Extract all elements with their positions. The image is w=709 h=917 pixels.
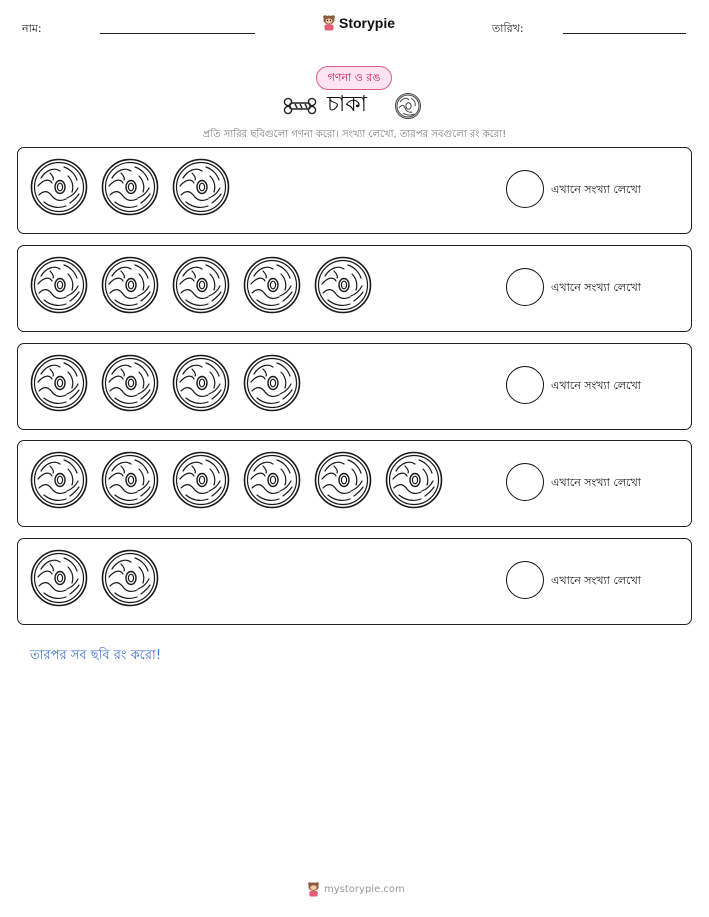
wheel-icon[interactable]: [172, 256, 230, 314]
mascot-icon: [307, 882, 320, 897]
wheel-icon[interactable]: [243, 354, 301, 412]
date-line[interactable]: [563, 33, 686, 34]
wheel-icon[interactable]: [30, 549, 88, 607]
wheel-icon[interactable]: [172, 354, 230, 412]
answer-circle[interactable]: [506, 366, 544, 404]
answer-circle[interactable]: [506, 170, 544, 208]
mascot-icon: [322, 15, 336, 31]
wheel-icon[interactable]: [314, 451, 372, 509]
wheel-icon[interactable]: [243, 256, 301, 314]
name-line[interactable]: [100, 33, 255, 34]
coloring-note: তারপর সব ছবি রং করো!: [30, 648, 162, 663]
wheel-icon[interactable]: [385, 451, 443, 509]
category-badge: গণনা ও রঙ: [316, 66, 392, 90]
wheel-icon[interactable]: [101, 354, 159, 412]
bone-wheel-icon: [283, 95, 317, 117]
wheel-icon[interactable]: [101, 451, 159, 509]
answer-label: এখানে সংখ্যা লেখো: [551, 476, 641, 489]
wheel-icon: [394, 92, 422, 120]
wheel-icon[interactable]: [314, 256, 372, 314]
site-footer: [307, 880, 405, 898]
wheel-icon[interactable]: [101, 256, 159, 314]
counting-row: [17, 245, 692, 332]
instructions: প্রতি সারির ছবিগুলো গণনা করো। সংখ্যা লেখো, তারপর সবগুলো রং করো!: [202, 129, 507, 140]
worksheet-header: [0, 0, 709, 50]
wheel-icon[interactable]: [30, 158, 88, 216]
wheel-icon[interactable]: [30, 354, 88, 412]
brand-logo: [322, 12, 395, 34]
answer-circle[interactable]: [506, 463, 544, 501]
wheel-icon[interactable]: [243, 451, 301, 509]
wheel-icon[interactable]: [172, 158, 230, 216]
answer-label: এখানে সংখ্যা লেখো: [551, 379, 641, 392]
counting-row: [17, 343, 692, 430]
name-label: নাম:: [22, 22, 42, 35]
answer-label: এখানে সংখ্যা লেখো: [551, 281, 641, 294]
answer-label: এখানে সংখ্যা লেখো: [551, 183, 641, 196]
counting-row: [17, 538, 692, 625]
wheel-icon[interactable]: [30, 451, 88, 509]
wheel-icon[interactable]: [172, 451, 230, 509]
wheel-icon[interactable]: [101, 158, 159, 216]
counting-row: [17, 440, 692, 527]
brand-name: Storypie: [339, 15, 396, 31]
answer-circle[interactable]: [506, 268, 544, 306]
title-row: [0, 90, 709, 122]
page-title: চাকা: [327, 92, 368, 117]
answer-label: এখানে সংখ্যা লেখো: [551, 574, 641, 587]
date-label: তারিখ:: [492, 22, 524, 35]
site-url: mystorypie.com: [324, 883, 405, 895]
answer-circle[interactable]: [506, 561, 544, 599]
counting-row: [17, 147, 692, 234]
wheel-icon[interactable]: [101, 549, 159, 607]
wheel-icon[interactable]: [30, 256, 88, 314]
